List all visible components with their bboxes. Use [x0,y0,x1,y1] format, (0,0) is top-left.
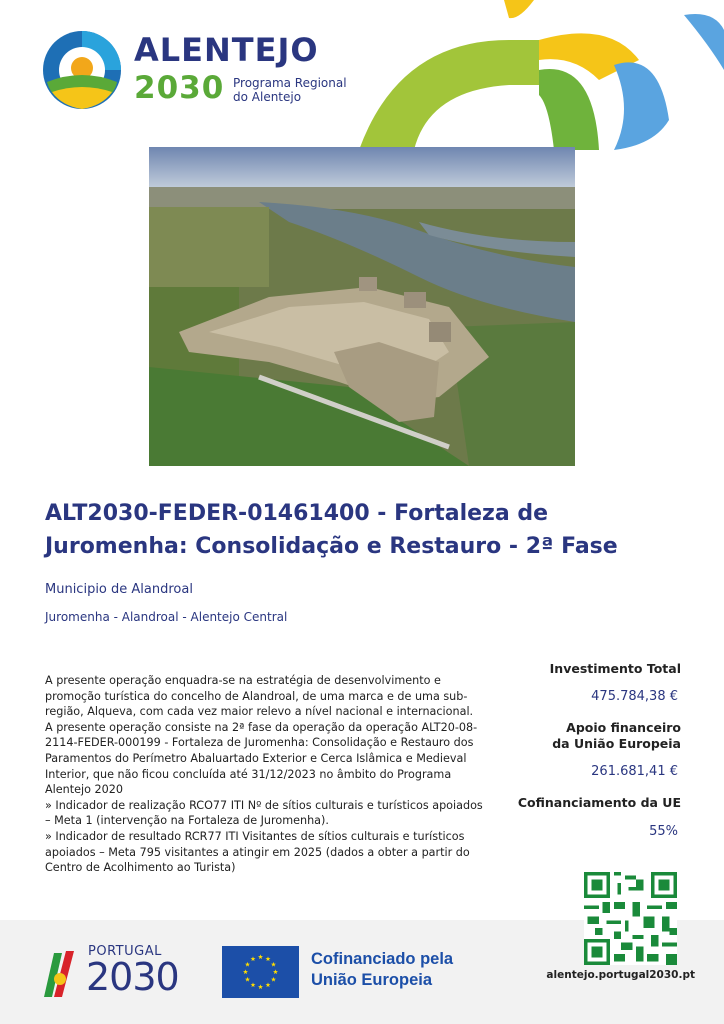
brand-subtitle-line2: do Alentejo [233,90,302,104]
eu-support-value: 261.681,41 € [591,764,678,779]
eu-text-line2: União Europeia [311,971,433,989]
description-paragraph: » Indicador de realização RCO77 ITI Nº de sítios culturais e turísticos apoiados – Meta 1 (intervenção na Fortaleza de Juromenha). [45,798,483,828]
eu-flag-icon [222,946,299,998]
portugal-2030-name: PORTUGAL [88,944,162,959]
eu-support-label-line1: Apoio financeiro [566,720,681,735]
alentejo-logo-icon [42,30,122,110]
eu-support-label-line2: da União Europeia [552,736,681,751]
project-location: Juromenha - Alandroal - Alentejo Central [45,610,288,624]
project-description [45,673,485,876]
total-investment-value: 475.784,38 € [591,689,678,704]
fortress-aerial-photo [149,147,575,466]
description-paragraph: A presente operação enquadra-se na estratégia de desenvolvimento e promoção turística do concelho de Alandroal, de uma marca e de uma sub-região, Alqueva, com cada vez maior relevo a nível nacional e internacional. [45,674,474,719]
brand-year: 2030 [134,70,225,106]
eu-cofinancing-value: 55% [649,824,678,839]
qr-code-icon[interactable] [584,872,677,965]
portugal-flag-icon [40,947,84,999]
project-promoter: Municipio de Alandroal [45,582,193,597]
brand-subtitle [233,76,373,104]
portugal-2030-year: 2030 [86,955,179,999]
description-paragraph: » Indicador de resultado RCR77 ITI Visitantes de sítios culturais e turísticos apoiados – Meta 795 visitantes a atingir em 2025 (dados a obter a partir do Centro de Acolhimento ao Turista) [45,829,470,875]
eu-text-line1: Cofinanciado pela [311,950,454,968]
project-title: ALT2030-FEDER-01461400 - Fortaleza de Juromenha: Consolidação e Restauro - 2ª Fase [45,501,618,559]
description-paragraph: A presente operação consiste na 2ª fase da operação da operação ALT20-08-2114-FEDER-000199 - Fortaleza de Juromenha: Consolidação e Restauro dos Paramentos do Perímetro Abaluartado Exterior e Cerca Islâmica e Medieval Interior, que não ficou concluída até 31/12/2023 no âmbito do Programa Alentejo 2020 [45,720,478,797]
brand-name: ALENTEJO [134,31,319,69]
eu-cofinancing-label: Cofinanciamento da UE [517,795,681,810]
qr-url[interactable]: alentejo.portugal2030.pt [546,969,695,981]
decorative-shapes [359,0,724,150]
eu-support-label [552,720,681,752]
eu-cofinanced-text [311,949,453,991]
total-investment-label: Investimento Total [549,661,681,676]
brand-subtitle-line1: Programa Regional [233,76,347,90]
